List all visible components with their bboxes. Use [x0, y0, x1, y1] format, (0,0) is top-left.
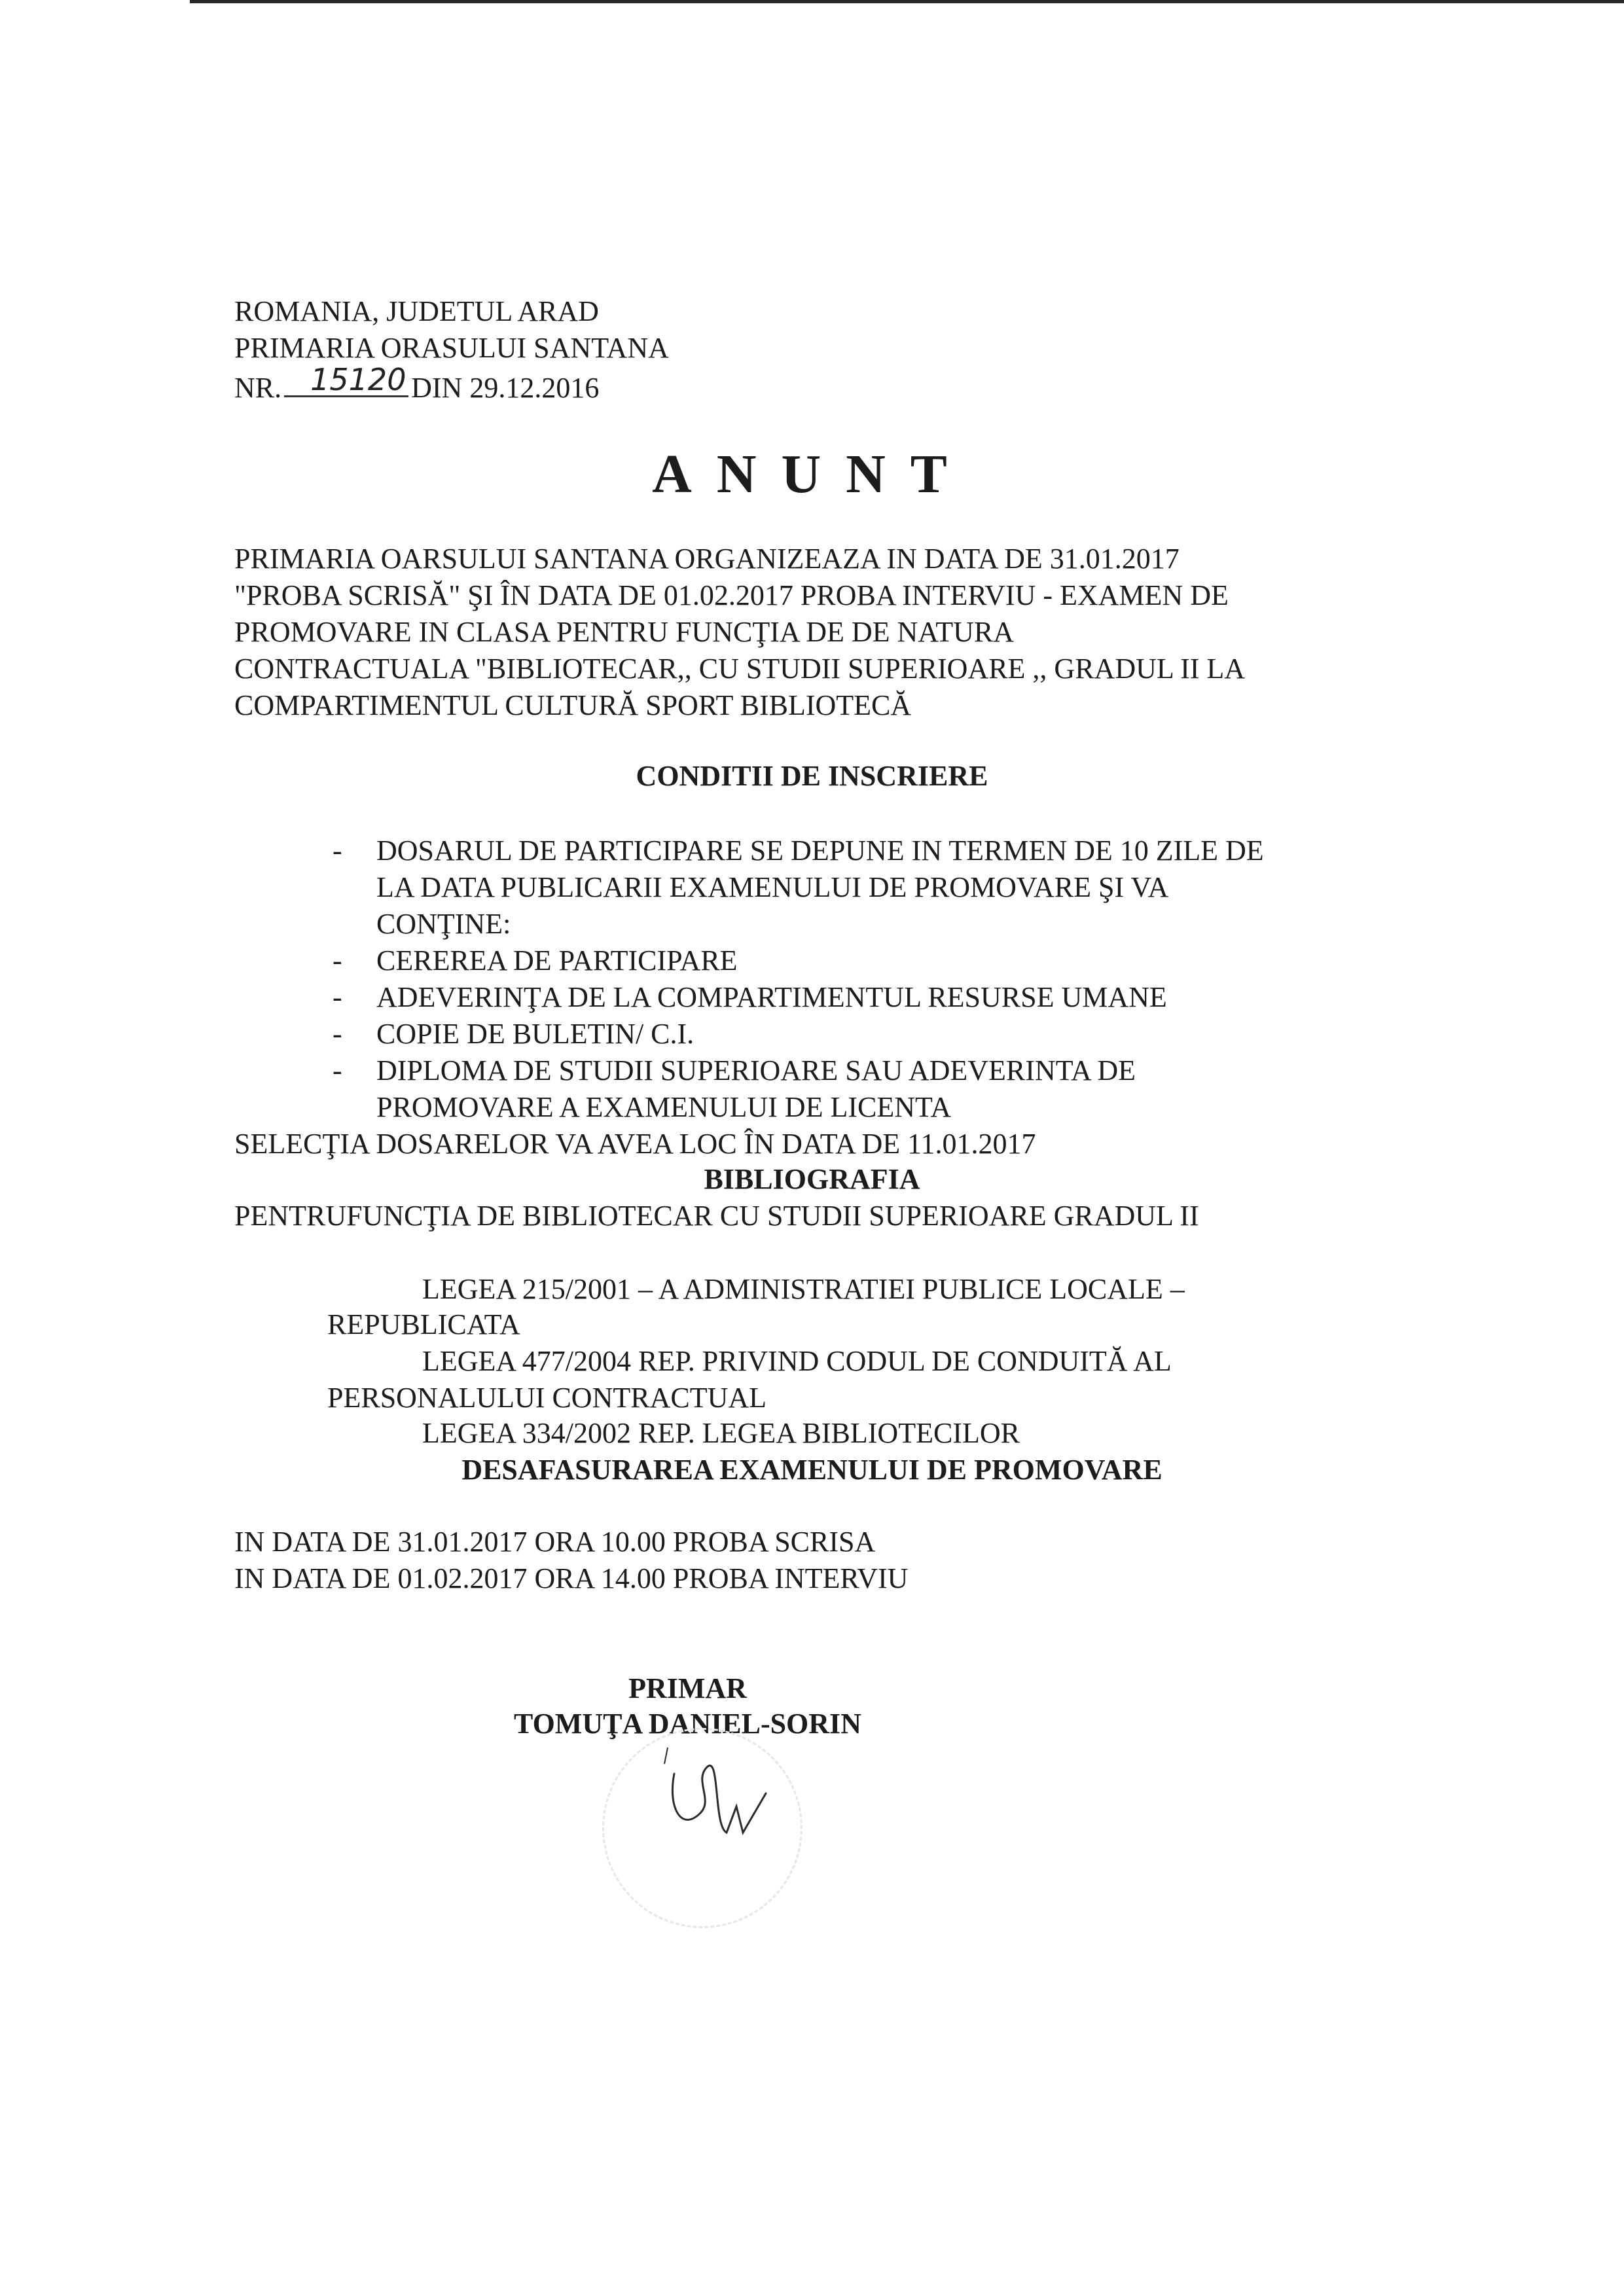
law-1-line-1: LEGEA 215/2001 – A ADMINISTRATIEI PUBLICE LOCALE – — [422, 1273, 1185, 1305]
condition-5-line-1: DIPLOMA DE STUDII SUPERIOARE SAU ADEVERINTA DE — [376, 1054, 1136, 1086]
intro-line-5: COMPARTIMENTUL CULTURĂ SPORT BIBLIOTECĂ — [234, 689, 912, 721]
intro-line-3: PROMOVARE IN CLASA PENTRU FUNCŢIA DE DE NATURA — [234, 616, 1014, 648]
bibliography-subtitle: PENTRUFUNCŢIA DE BIBLIOTECAR CU STUDII SUPERIOARE GRADUL II — [234, 1200, 1199, 1232]
condition-1-line-1: DOSARUL DE PARTICIPARE SE DEPUNE IN TERMEN DE 10 ZILE DE — [376, 834, 1264, 867]
nr-blank-field — [284, 362, 408, 397]
scan-edge-line — [190, 0, 1624, 3]
document-title: ANUNT — [652, 444, 972, 505]
signatory-role: PRIMAR — [628, 1672, 747, 1704]
selection-date: SELECŢIA DOSARELOR VA AVEA LOC ÎN DATA DE 11.01.2017 — [234, 1128, 1036, 1160]
condition-1-line-2: LA DATA PUBLICARII EXAMENULUI DE PROMOVARE ŞI VA — [376, 871, 1169, 903]
law-2-line-1: LEGEA 477/2004 REP. PRIVIND CODUL DE CONDUITĂ AL — [422, 1345, 1172, 1377]
bullet-dash: - — [333, 834, 342, 867]
condition-3: ADEVERINŢA DE LA COMPARTIMENTUL RESURSE UMANE — [376, 981, 1167, 1013]
bullet-dash: - — [333, 1054, 342, 1086]
bullet-dash: - — [333, 981, 342, 1013]
condition-2: CEREREA DE PARTICIPARE — [376, 944, 738, 977]
intro-line-2: "PROBA SCRISĂ" ŞI ÎN DATA DE 01.02.2017 PROBA INTERVIU - EXAMEN DE — [234, 579, 1229, 611]
condition-5-line-2: PROMOVARE A EXAMENULUI DE LICENTA — [376, 1091, 952, 1123]
bibliography-heading: BIBLIOGRAFIA — [704, 1163, 920, 1195]
bullet-dash: - — [333, 1018, 342, 1050]
condition-4: COPIE DE BULETIN/ C.I. — [376, 1018, 695, 1050]
nr-handwritten-value: 15120 — [310, 362, 406, 397]
conditions-heading: CONDITII DE INSCRIERE — [636, 760, 988, 792]
condition-1-line-3: CONŢINE: — [376, 908, 511, 940]
signatory-name: TOMUŢA DANIEL-SORIN — [514, 1708, 861, 1740]
schedule-written-test: IN DATA DE 31.01.2017 ORA 10.00 PROBA SCRISA — [234, 1526, 876, 1558]
law-2-line-2: PERSONALULUI CONTRACTUAL — [327, 1382, 767, 1414]
header-country-county: ROMANIA, JUDETUL ARAD — [234, 295, 599, 327]
law-3: LEGEA 334/2002 REP. LEGEA BIBLIOTECILOR — [422, 1417, 1020, 1449]
intro-line-1: PRIMARIA OARSULUI SANTANA ORGANIZEAZA IN DATA DE 31.01.2017 — [234, 543, 1180, 575]
schedule-heading: DESAFASURAREA EXAMENULUI DE PROMOVARE — [461, 1454, 1163, 1486]
header-institution: PRIMARIA ORASULUI SANTANA — [234, 332, 669, 364]
law-1-line-2: REPUBLICATA — [327, 1308, 520, 1340]
nr-prefix: NR. — [234, 372, 282, 404]
header-registration-number — [234, 362, 600, 406]
nr-date: DIN 29.12.2016 — [411, 372, 600, 404]
handwritten-signature — [628, 1734, 799, 1865]
bullet-dash: - — [333, 944, 342, 977]
intro-line-4: CONTRACTUALA "BIBLIOTECAR,, CU STUDII SUPERIOARE ,, GRADUL II LA — [234, 653, 1246, 685]
schedule-interview: IN DATA DE 01.02.2017 ORA 14.00 PROBA INTERVIU — [234, 1562, 909, 1594]
